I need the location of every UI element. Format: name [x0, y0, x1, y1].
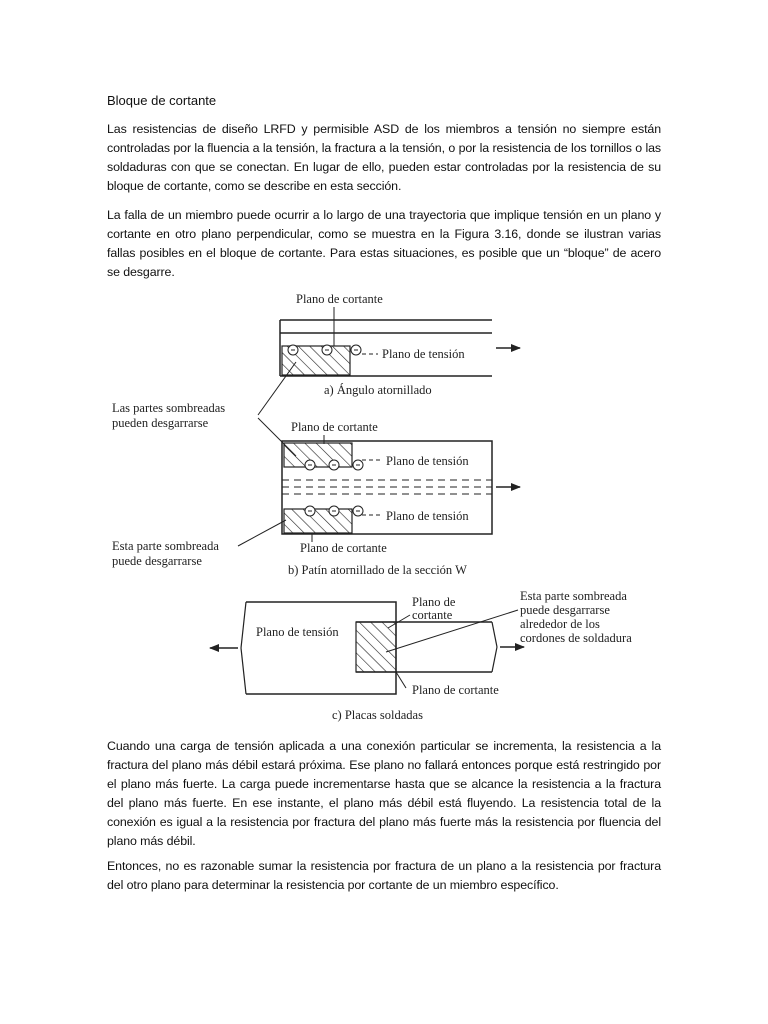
figure-drawing [100, 284, 660, 728]
fig-b-caption: b) Patín atornillado de la sección W [288, 563, 467, 577]
figure-b-bolted-flange [282, 420, 520, 577]
fig-b-shear-plane-bottom-label: Plano de cortante [300, 541, 387, 555]
fig-b-shear-plane-top-label: Plano de cortante [291, 420, 378, 434]
shaded-note-b [112, 520, 286, 568]
fig-c-tension-plane-label: Plano de tensión [256, 625, 339, 639]
block-shear-figure [100, 284, 660, 728]
fig-a-tension-plane-label: Plano de tensión [382, 347, 465, 361]
fig-b-shaded-block-bottom [284, 509, 352, 533]
fig-c-caption: c) Placas soldadas [332, 708, 423, 722]
section-heading: Bloque de cortante [107, 93, 217, 108]
figure-a-bolted-angle [280, 292, 520, 397]
paragraph-3: Cuando una carga de tensión aplicada a una conexión particular se incrementa, la resistencia a la fractura del plano más débil estará próxima. Ese plano no fallará entonces porque está restringido por el plano más fuerte. La carga puede incrementarse hasta que se alcance la resistencia a la fractura del plano más fuerte. En ese instante, el plano más débil está fluyendo. La resistencia total de la conexión es igual a la resistencia por fractura del plano más fuerte más la resistencia por fluencia del plano más débil. [107, 739, 661, 848]
fig-c-weld-note-line-2: puede desgarrarse [520, 603, 610, 617]
fig-c-shear-plane-bottom-label: Plano de cortante [412, 683, 499, 697]
fig-b-tension-plane-top-label: Plano de tensión [386, 454, 469, 468]
fig-b-tension-plane-bottom-label: Plano de tensión [386, 509, 469, 523]
fig-c-weld-note-line-4: cordones de soldadura [520, 631, 632, 645]
shaded-note-leader-a [258, 362, 296, 415]
shaded-note-line-1: Las partes sombreadas [112, 401, 226, 415]
fig-b-shaded-block-top [284, 443, 352, 467]
shaded-note-b-line-2: puede desgarrarse [112, 554, 202, 568]
shaded-note-ab [112, 362, 296, 456]
shaded-note-line-2: pueden desgarrarse [112, 416, 209, 430]
fig-c-weld-note-line-3: alrededor de los [520, 617, 600, 631]
figure-c-welded-plates [210, 589, 632, 722]
shaded-note-b-line-1: Esta parte sombreada [112, 539, 219, 553]
fig-c-shaded-block [356, 622, 396, 672]
fig-c-weld-note-line-1: Esta parte sombreada [520, 589, 627, 603]
fig-c-shear-plane-top-line-2: cortante [412, 608, 453, 622]
fig-a-caption: a) Ángulo atornillado [324, 383, 432, 397]
paragraph-2: La falla de un miembro puede ocurrir a lo largo de una trayectoria que implique tensión en un plano y cortante en otro plano perpendicular, como se muestra en la Figura 3.16, donde se ilustran varias fallas posibles en el bloque de cortante. Para estas situaciones, es posible que un “bloque” de acero se desgarre. [107, 208, 661, 279]
paragraph-4: Entonces, no es razonable sumar la resistencia por fractura de un plano a la resistencia por fractura del otro plano para determinar la resistencia por cortante de un miembro específico. [107, 859, 661, 892]
fig-c-shear-plane-top-line-1: Plano de [412, 595, 456, 609]
fig-a-shear-plane-label: Plano de cortante [296, 292, 383, 306]
shaded-note-b-leader [238, 520, 286, 546]
paragraph-1: Las resistencias de diseño LRFD y permisible ASD de los miembros a tensión no siempre están controladas por la fluencia a la tensión, la fractura a la tensión, o por la resistencia de los tornillos o las soldaduras con que se conectan. En lugar de ello, pueden estar controladas por la resistencia de su bloque de cortante, como se describe en esta sección. [107, 122, 661, 193]
